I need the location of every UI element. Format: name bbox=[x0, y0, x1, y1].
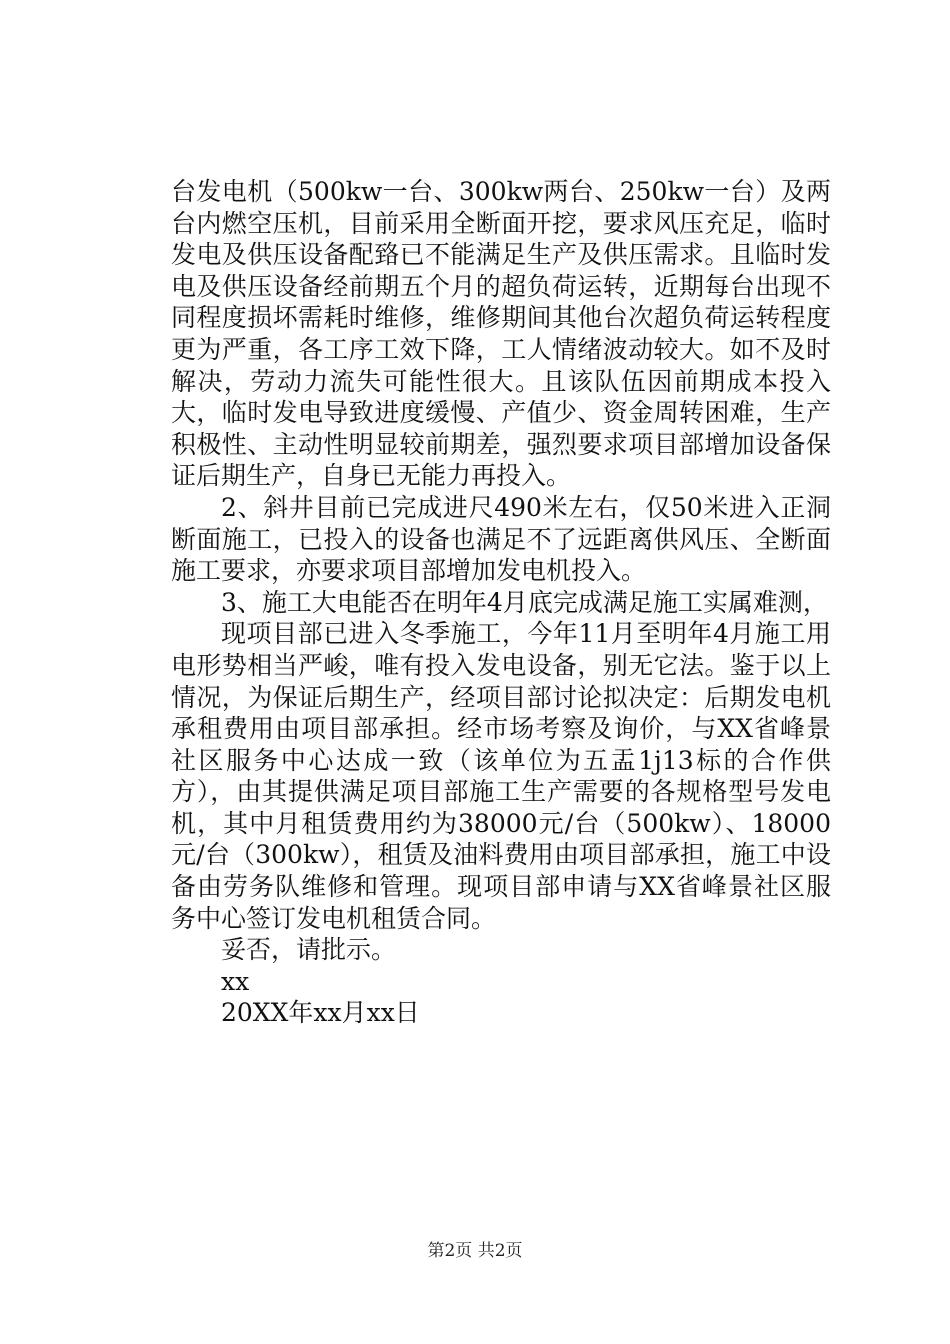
signature: xx bbox=[221, 966, 250, 996]
page-footer: 第2页 共2页 bbox=[427, 1241, 523, 1261]
paragraph-decision: 现项目部已进入冬季施工，今年11月至明年4月施工用电形势相当严峻，唯有投入发电设备，别无它法。鉴于以上情况，为保证后期生产，经项目部讨论拟决定：后期发电机承租费用由项目部承担。经市场考察及询价，与XX省峰景社区服务中心达成一致（该单位为五盂1j13标的合作供方），由其提供满足项目部施工生产需要的各规格型号发电机，其中月租赁费用约为38000元/台（500kw）、18000元/台（300kw），租赁及油料费用由项目部承担，施工中设备由劳务队维修和管理。现项目部申请与XX省峰景社区服务中心签订发电机租赁合同。 bbox=[171, 619, 831, 933]
document-body bbox=[171, 176, 831, 1029]
closing-request: 妥否，请批示。 bbox=[221, 935, 397, 965]
paragraph-item-3: 3、施工大电能否在明年4月底完成满足施工实属难测， bbox=[221, 587, 828, 617]
paragraph-continuation: 台发电机（500kw一台、300kw两台、250kw一台）及两台内燃空压机，目前采用全断面开挖，要求风压充足，临时发电及供压设备配臵已不能满足生产及供压需求。且临时发电及供压设备经前期五个月的超负荷运转，近期每台出现不同程度损坏需耗时维修，维修期间其他台次超负荷运转程度更为严重，各工序工效下降，工人情绪波动较大。如不及时解决，劳动力流失可能性很大。且该队伍因前期成本投入大，临时发电导致进度缓慢、产值少、资金周转困难，生产积极性、主动性明显较前期差，强烈要求项目部增加设备保证后期生产，自身已无能力再投入。 bbox=[171, 177, 831, 491]
paragraph-item-2: 2、斜井目前已完成进尺490米左右，仅50米进入正洞断面施工，已投入的设备也满足不了远距离供风压、全断面施工要求，亦要求项目部增加发电机投入。 bbox=[171, 492, 831, 586]
date-line: 20XX年xx月xx日 bbox=[221, 998, 420, 1028]
